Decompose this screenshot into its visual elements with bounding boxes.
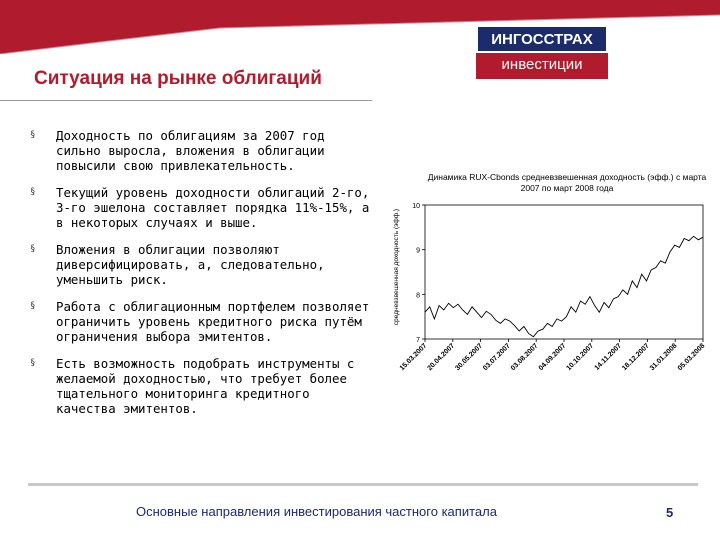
- header-band-shape: [0, 0, 720, 54]
- bullet-list: [30, 128, 375, 428]
- bullet-icon: §: [30, 244, 36, 254]
- chart-x-tick-label: 15.03.2007: [398, 342, 429, 373]
- chart-x-tick-label: 18.12.2007: [621, 342, 651, 373]
- bullet-item: [30, 185, 375, 230]
- chart-y-tick-label: 7: [416, 337, 420, 344]
- chart-y-tick-label: 8: [416, 292, 420, 300]
- page-number: 5: [666, 505, 674, 520]
- bullet-item: [30, 299, 375, 344]
- bullet-text: Работа с облигационным портфелем позволяет ограничить уровень кредитного риска путём ограничения выбора эмитентов.: [56, 299, 370, 344]
- bullet-icon: §: [30, 301, 36, 311]
- title-divider: [0, 100, 372, 101]
- bullet-text: Текущий уровень доходности облигаций 2-го, 3-го эшелона составляет порядка 11%-15%, а в некоторых случаях и выше.: [56, 185, 370, 230]
- logo-top-text: ИНГОССТРАХ: [476, 25, 608, 53]
- chart-x-tick-label: 03.07.2007: [482, 342, 512, 373]
- yield-chart: [380, 195, 710, 395]
- chart-x-tick-label: 10.10.2007: [565, 342, 596, 373]
- footer-divider: [28, 483, 698, 486]
- chart-series-line: [425, 236, 703, 336]
- bullet-item: [30, 242, 375, 287]
- bullet-text: Вложения в облигации позволяют диверсифицировать, а, следовательно, уменьшить риск.: [56, 242, 325, 287]
- chart-x-tick-label: 20.04.2007: [426, 342, 457, 373]
- chart-x-tick-label: 14.11.2007: [593, 342, 624, 372]
- bullet-icon: §: [30, 130, 36, 140]
- chart-y-tick-label: 9: [416, 247, 420, 255]
- chart-x-tick-label: 30.05.2007: [454, 342, 485, 373]
- chart-x-tick-label: 31.01.2008: [648, 342, 679, 373]
- chart-y-axis-label: средневзвешенная доходность (эфф.): [393, 208, 400, 326]
- footer-text: Основные направления инвестирования частного капитала: [136, 504, 497, 519]
- chart-x-tick-label: 04.09.2007: [537, 342, 568, 373]
- page-title: Ситуация на рынке облигаций: [34, 68, 322, 89]
- bullet-item: [30, 128, 375, 173]
- chart-x-tick-label: 05.03.2008: [676, 342, 707, 373]
- header-band: [0, 0, 720, 54]
- bullet-text: Есть возможность подобрать инструменты с желаемой доходностью, что требует более тщательного мониторинга кредитного качества эмитентов.: [56, 356, 355, 416]
- logo-bottom-text: инвестиции: [476, 53, 608, 79]
- company-logo: [476, 25, 608, 81]
- bullet-icon: §: [30, 187, 36, 197]
- bullet-icon: §: [30, 358, 36, 368]
- bullet-text: Доходность по облигациям за 2007 год сильно выросла, вложения в облигации повысили свою привлекательность.: [56, 128, 325, 173]
- chart-y-tick-label: 10: [412, 203, 420, 210]
- chart-x-tick-label: 03.08.2007: [509, 342, 540, 373]
- chart-title: Динамика RUX-Cbonds средневзвешенная доходность (эфф.) с марта 2007 по март 2008 года: [427, 172, 707, 193]
- bullet-item: [30, 356, 375, 416]
